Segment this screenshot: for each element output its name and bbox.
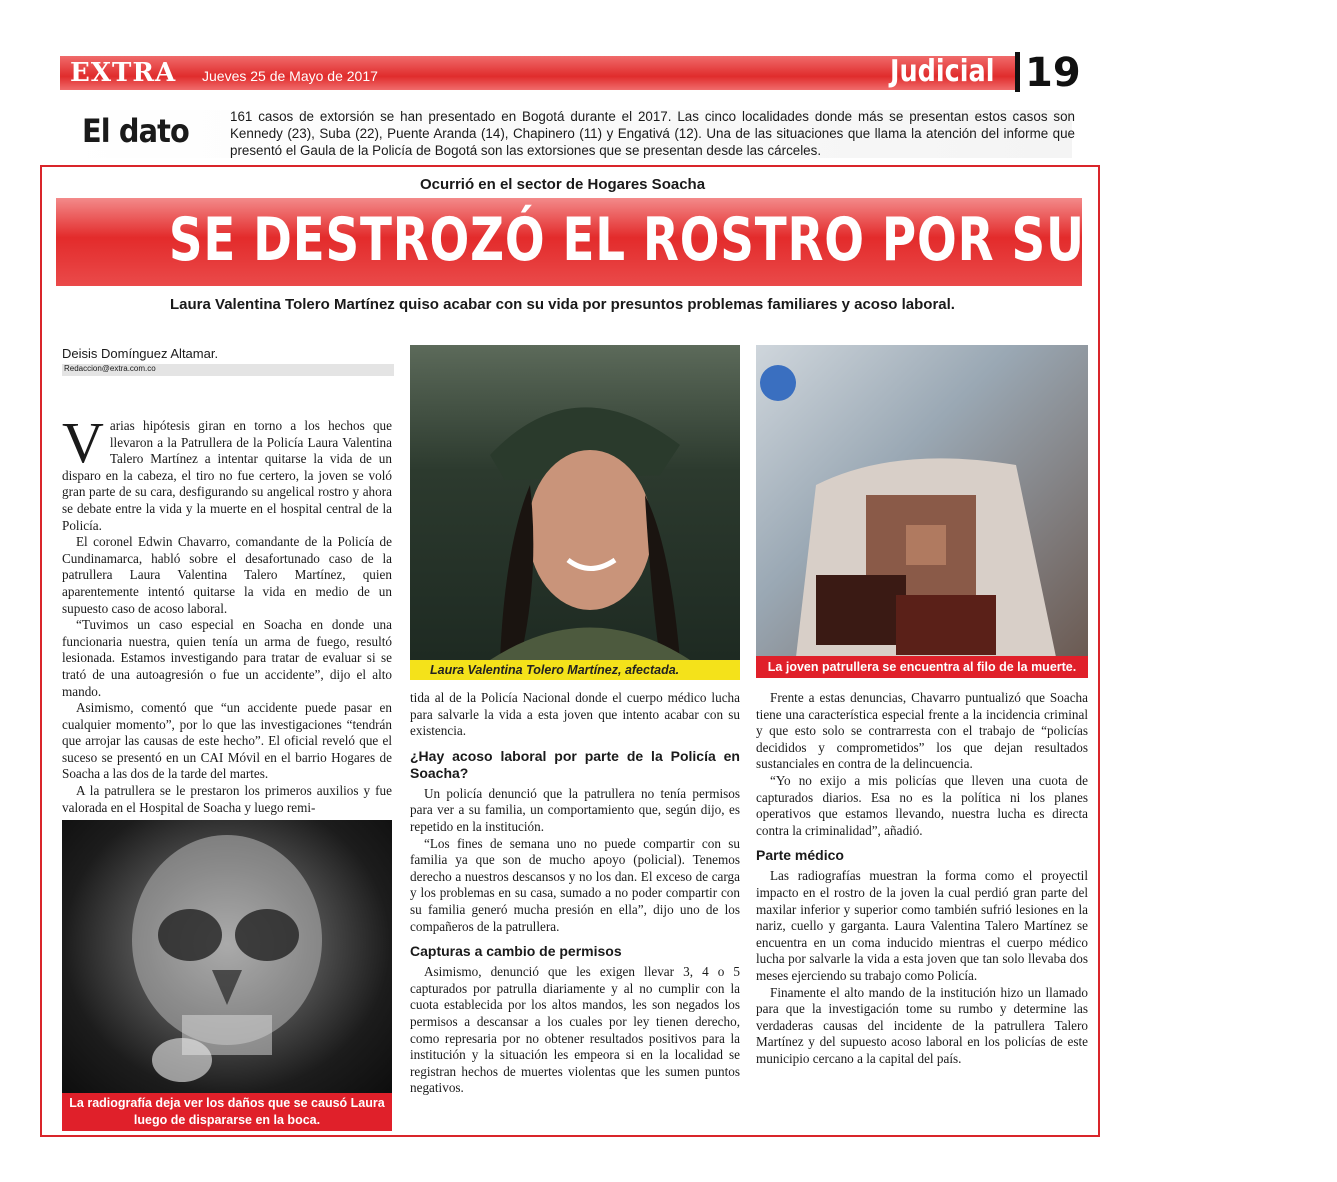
paragraph: Asimismo, denunció que les exigen llevar 3, 4 o 5 capturados por patrulla diariamente y al no cumplir con la cuota establecida por los altos mandos, les son negados los permisos a descansar a los cuales por ley tienen derecho, como represaria por no obtener resultados positivos para la institución y la situación les empeora si en la localidad se registran hechos de muertes violentas que les sumen puntos negativos. [410, 964, 740, 1096]
issue-date: Jueves 25 de Mayo de 2017 [202, 68, 378, 84]
divider [1015, 52, 1020, 92]
subheading: Capturas a cambio de permisos [410, 943, 622, 960]
dato-label: El dato [82, 112, 189, 150]
portrait-photo [410, 345, 740, 660]
drop-cap: V [62, 410, 104, 475]
paragraph: Finamente el alto mando de la institución hizo un llamado para que la investigación tome su rumbo y determine las verdaderas causas del incidente de la patrullera Talero Martínez y del supuesto acoso laboral en los policías de este municipio cercano a la capital del país. [756, 984, 1088, 1066]
caption-portrait: Laura Valentina Tolero Martínez, afectada. [410, 660, 740, 680]
dato-text: 161 casos de extorsión se han presentado en Bogotá durante el 2017. Las cinco localidades donde más se presentan estos casos son Kennedy (23), Suba (22), Puente Aranda (14), Chapinero (11) y Engativá (12). Una de las situaciones que llama la atención del informe que presentó el Gaula de la Policía de Bogotá son las extorsiones que se presentan desde las cárceles. [230, 109, 1075, 158]
subheading: Parte médico [756, 847, 844, 864]
paragraph: El coronel Edwin Chavarro, comandante de la Policía de Cundinamarca, habló sobre el desafortunado caso de la patrullera Laura Valentina Talero Martínez, quien aparentemente intentó quitarse la vida en medio de un supuesto caso de acoso laboral. [62, 534, 392, 616]
paragraph: Un policía denunció que la patrullera no tenía permisos para ver a su familia, un comportamiento que, según dijo, es repetido en la institución. [410, 785, 740, 834]
caption-hospital: La joven patrullera se encuentra al filo de la muerte. [756, 656, 1088, 678]
paragraph: “Los fines de semana uno no puede compartir con su familia ya que son de mucho apoyo (policial). Tenemos derecho a nuestros descansos y no los dan. El exceso de carga y los problemas en su casa, sumado a no poder compartir con su familia generó mucha presión en ella”, dijo uno de los compañeros de la patrullera. [410, 835, 740, 934]
page-number: 19 [1025, 50, 1081, 96]
paragraph: Asimismo, comentó que “un accidente puede pasar en cualquier momento”, por lo que las investigaciones “tendrán que arrojar las causas de este hecho”. El oficial reveló que el suceso se presentó en un CAI Móvil en el barrio Hogares de Soacha a las dos de la tarde del martes. [62, 700, 392, 782]
paragraph: Las radiografías muestran la forma como el proyectil impacto en el rostro de la joven la cual perdió gran parte del maxilar inferior y superior como también sufrió lesiones en la nariz, cuello y garganta. Laura Valentina Talero Martínez se encuentra en un coma inducido mientras el cuerpo médico lucha por salvarle la vida a esta joven que tan solo llevaba dos meses ejerciendo su trabajo como Policía. [756, 868, 1088, 983]
subheading: ¿Hay acoso laboral por parte de la Policía en Soacha? [410, 747, 740, 781]
newspaper-logo: EXTRA [70, 58, 177, 88]
caption-xray: La radiografía deja ver los daños que se causó Laura luego de dispararse en la boca. [62, 1093, 392, 1131]
article-column-2 [410, 690, 740, 1130]
paragraph: “Yo no exijo a mis policías que lleven una cuota de capturados diarios. Esa no es la política ni los planes operativos que estamos llevando, nuestra lucha es directa contra la criminalidad”, añadió. [756, 772, 1088, 838]
paragraph: arias hipótesis giran en torno a los hechos que llevaron a la Patrullera de la Policía Laura Valentina Talero Martínez a intentar quitarse la vida de un disparo en la cabeza, el tiro no fue certero, la joven se voló gran parte de su cara, desfigurando su angelical rostro y ahora se debate entre la vida y la muerte en el hospital central de la Policía. [62, 418, 392, 533]
pixelated-face-graphic [756, 345, 1088, 657]
section-title: Judicial [890, 54, 995, 89]
article-kicker: Ocurrió en el sector de Hogares Soacha [419, 176, 706, 193]
article-subhead: Laura Valentina Tolero Martínez quiso acabar con su vida por presuntos problemas familiares y acoso laboral. [170, 296, 955, 313]
paragraph: “Tuvimos un caso especial en Soacha en donde una funcionaria nuestra, quien tenía un arma de fuego, resultó lesionada. Estamos investigando para tratar de evaluar si se trató de una autoagresión o fue un accidente”, dijo el alto mando. [62, 617, 392, 699]
page-header [60, 52, 1085, 96]
portrait-graphic [410, 345, 740, 660]
xray-image [62, 820, 392, 1095]
article-column-3 [756, 690, 1088, 1130]
article-headline: SE DESTROZÓ EL ROSTRO POR SUICIDARSE [168, 205, 1337, 275]
paragraph: tida al de la Policía Nacional donde el cuerpo médico lucha para salvarle la vida a esta joven que intento acabar con su existencia. [410, 690, 740, 739]
byline: Deisis Domínguez Altamar. [62, 346, 219, 361]
paragraph: Frente a estas denuncias, Chavarro puntualizó que Soacha tiene una característica especial frente a la incidencia criminal y que esto solo se contrarresta con el trabajo de “policías decididos y comprometidos” los que dejan resultados sustanciales en contra de la delincuencia. [756, 690, 1088, 772]
paragraph: A la patrullera se le prestaron los primeros auxilios y fue valorada en el Hospital de Soacha y luego remi- [62, 783, 392, 815]
skull-xray-graphic [62, 820, 392, 1095]
hospital-photo [756, 345, 1088, 657]
byline-email: Redaccion@extra.com.co [62, 364, 394, 376]
article-column-1 [62, 410, 392, 815]
